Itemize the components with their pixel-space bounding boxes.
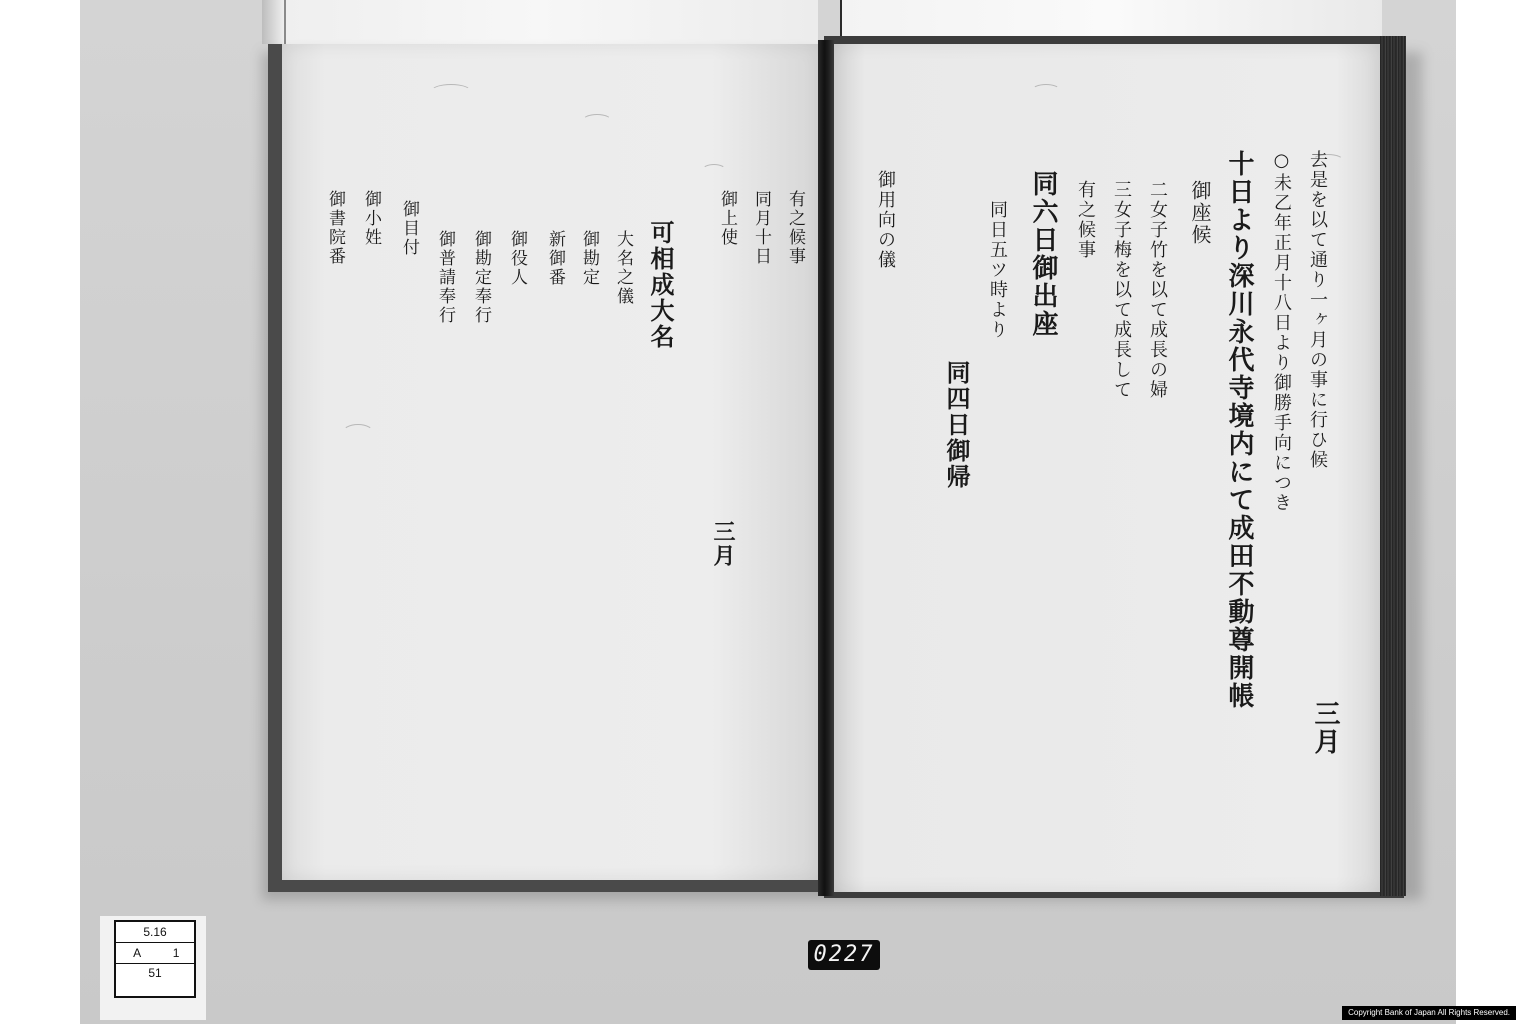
manuscript-line: 御普請奉行: [435, 230, 455, 325]
copyright-notice: Copyright Bank of Japan All Rights Reserved.: [1342, 1006, 1516, 1020]
manuscript-line: 可相成大名: [646, 220, 675, 350]
book-gutter: [818, 40, 834, 896]
page-edge-rule: [284, 0, 286, 44]
manuscript-line: 三女子梅を以て成長して: [1111, 180, 1132, 400]
frame-number: 0227: [808, 940, 880, 970]
marginal-note: 三月: [710, 520, 736, 568]
manuscript-line: 二女子竹を以て成長の婦: [1147, 180, 1168, 400]
paper-fiber: [342, 424, 374, 442]
manuscript-line: 同六日御出座: [1028, 170, 1058, 338]
paper-fiber: [430, 84, 472, 100]
manuscript-line: 御勘定奉行: [471, 230, 491, 325]
manuscript-line: 御小姓: [361, 190, 381, 247]
manuscript-line: 御目付: [399, 200, 419, 257]
manuscript-line: 御用向の儀: [875, 170, 896, 270]
manuscript-line: 御上使: [717, 190, 737, 247]
marginal-note: 三月: [1310, 700, 1340, 756]
manuscript-line: 御役人: [507, 230, 527, 287]
manuscript-line: 去是を以て通り一ヶ月の事に行ひ候: [1307, 150, 1328, 470]
paper-fiber: [702, 164, 726, 176]
right-page: [832, 44, 1380, 892]
manuscript-line: 御書院番: [325, 190, 345, 266]
manuscript-line: 同日五ツ時より: [987, 200, 1008, 340]
manuscript-line: 有之候事: [1075, 180, 1096, 260]
next-page-edge-left: [262, 0, 818, 44]
manuscript-line: 同月十日: [751, 190, 771, 266]
catalog-label-row: 51: [115, 964, 195, 998]
manuscript-line: ○未乙年正月十八日より御勝手向につき: [1271, 150, 1292, 513]
catalog-label: [114, 920, 196, 998]
catalog-label-row: 5.16: [115, 921, 195, 943]
left-page: [282, 44, 820, 880]
manuscript-line: 大名之儀: [613, 230, 633, 306]
paper-fiber: [1032, 84, 1060, 96]
manuscript-line: 御勘定: [579, 230, 599, 287]
paper-fiber: [582, 114, 612, 128]
manuscript-line: 御座候: [1188, 180, 1212, 246]
catalog-label-cell: 1: [158, 943, 195, 964]
manuscript-line: 同四日御帰: [942, 360, 971, 490]
catalog-label-cell: A: [115, 943, 158, 964]
book-page-stack-edge: [1380, 36, 1406, 896]
manuscript-line: 新御番: [545, 230, 565, 287]
manuscript-line: 十日より深川永代寺境内にて成田不動尊開帳: [1224, 150, 1254, 710]
manuscript-line: 有之候事: [785, 190, 805, 266]
